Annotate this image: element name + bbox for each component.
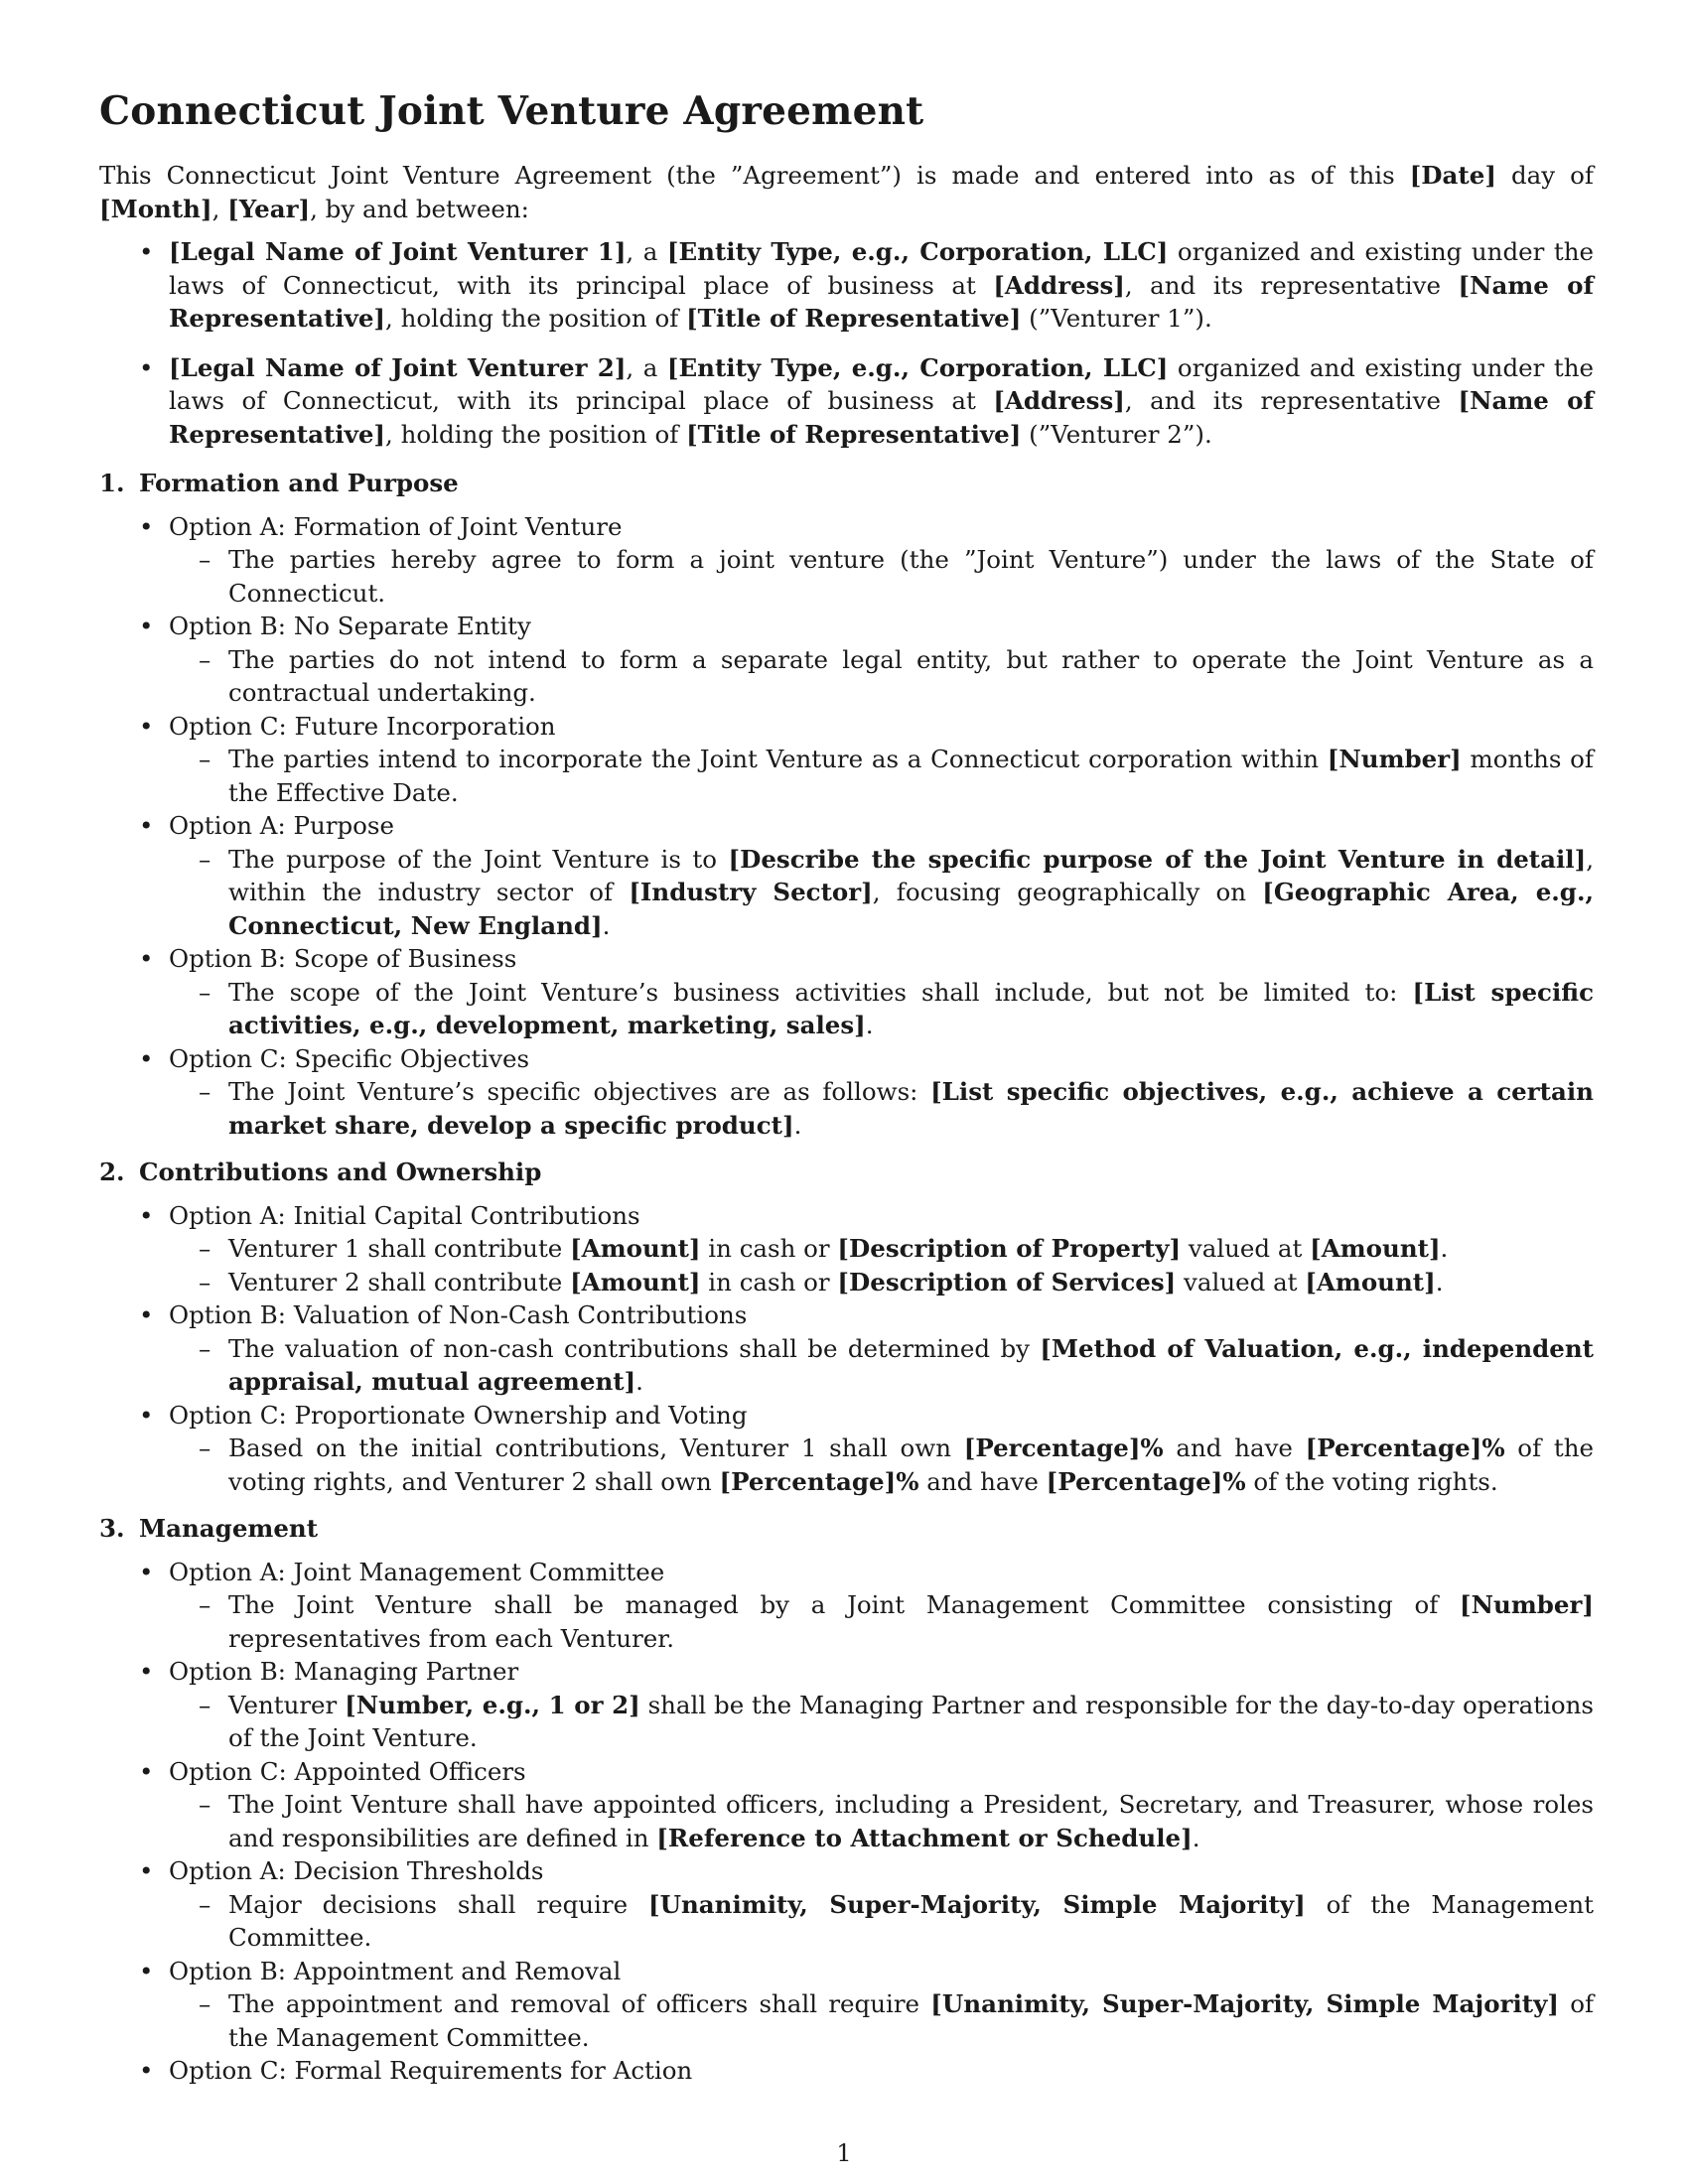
- intro-paragraph: [99, 159, 1594, 225]
- detail-text: .: [1192, 1823, 1200, 1852]
- intro-text: ,: [211, 194, 228, 223]
- option-detail: [169, 1332, 1594, 1399]
- option-label: Option B: Appointment and Removal: [169, 1956, 622, 1985]
- option-details: [169, 976, 1594, 1042]
- placeholder: [Unanimity, Super-Majority, Simple Majority]: [930, 1989, 1559, 2018]
- party-name: [Legal Name of Joint Venturer 2]: [169, 352, 627, 382]
- detail-text: .: [865, 1011, 874, 1039]
- option-details: [169, 543, 1594, 610]
- placeholder: [Reference to Attachment or Schedule]: [656, 1823, 1193, 1852]
- party-item: [99, 235, 1594, 336]
- detail-text: The Joint Venture shall have appointed officers, including a President, Secretary, and Treasurer, whose roles and responsibilities are defined in: [228, 1790, 1594, 1852]
- option-item: [99, 809, 1594, 942]
- option-label: Option A: Initial Capital Contributions: [169, 1200, 640, 1230]
- option-detail: [169, 1075, 1594, 1142]
- party-text: (”Venturer 1”).: [1021, 304, 1212, 333]
- party-text: organized and existing under the laws of Connecticut, with its principal place of business at: [169, 352, 1594, 415]
- option-label: Option A: Purpose: [169, 811, 394, 840]
- placeholder: [Amount]: [570, 1267, 701, 1297]
- detail-text: The purpose of the Joint Venture is to: [228, 844, 729, 874]
- intro-text: , by and between:: [310, 194, 529, 223]
- option-details: [169, 1987, 1594, 2054]
- option-item: [99, 1399, 1594, 1499]
- detail-text: The Joint Venture’s specific objectives are as follows:: [228, 1077, 931, 1106]
- option-detail: [169, 1689, 1594, 1755]
- date-placeholder: [Date]: [1409, 161, 1496, 190]
- intro-text: day of: [1495, 161, 1595, 190]
- option-item: [99, 1755, 1594, 1855]
- detail-text: Venturer 2 shall contribute: [228, 1267, 571, 1297]
- placeholder: [Amount]: [1305, 1267, 1436, 1297]
- option-item: [99, 1199, 1594, 1299]
- party-text: , holding the position of: [385, 304, 687, 333]
- option-label: Option B: Valuation of Non-Cash Contributions: [169, 1300, 748, 1329]
- option-details: [169, 1588, 1594, 1655]
- option-details: [169, 1689, 1594, 1755]
- placeholder: [Industry Sector]: [629, 878, 873, 906]
- option-details: [169, 743, 1594, 809]
- option-detail: [169, 1232, 1594, 1266]
- option-detail: [169, 1788, 1594, 1854]
- option-item: [99, 510, 1594, 611]
- placeholder: [Geographic Area, e.g., Connecticut, New England]: [228, 878, 1595, 940]
- address-placeholder: [Address]: [993, 270, 1125, 300]
- option-detail: [169, 976, 1594, 1042]
- party-name: [Legal Name of Joint Venturer 1]: [169, 237, 627, 266]
- placeholder: [Number, e.g., 1 or 2]: [345, 1690, 640, 1719]
- detail-text: The parties do not intend to form a separate legal entity, but rather to operate the Joint Venture as a contractual undertaking.: [228, 644, 1594, 707]
- placeholder: [Percentage]%: [719, 1466, 919, 1496]
- option-details: [169, 643, 1594, 710]
- detail-text: of the voting rights.: [1245, 1466, 1498, 1496]
- option-item: [99, 1042, 1594, 1143]
- placeholder: [List specific activities, e.g., development, marketing, sales]: [228, 977, 1594, 1039]
- entity-type-placeholder: [Entity Type, e.g., Corporation, LLC]: [666, 237, 1169, 266]
- detail-text: The parties hereby agree to form a joint venture (the ”Joint Venture”) under the laws of the State of Connecticut.: [228, 545, 1594, 608]
- option-label: Option A: Decision Thresholds: [169, 1856, 544, 1885]
- section-title: Formation and Purpose: [139, 469, 459, 497]
- option-detail: [169, 1987, 1594, 2054]
- option-label: Option C: Future Incorporation: [169, 711, 556, 741]
- entity-type-placeholder: [Entity Type, e.g., Corporation, LLC]: [666, 352, 1169, 382]
- representative-title-placeholder: [Title of Representative]: [686, 419, 1022, 449]
- detail-text: Venturer 1 shall contribute: [228, 1234, 571, 1263]
- detail-text: Based on the initial contributions, Venturer 1 shall own: [228, 1433, 964, 1462]
- section-title: Management: [139, 1514, 319, 1543]
- detail-text: of the Management Committee.: [228, 1889, 1594, 1952]
- option-item: [99, 1854, 1594, 1955]
- placeholder: [Description of Services]: [837, 1267, 1177, 1297]
- option-label: Option B: Scope of Business: [169, 944, 517, 973]
- section-number: 1.: [99, 469, 125, 497]
- option-label: Option B: No Separate Entity: [169, 612, 531, 640]
- party-text: , and its representative: [1124, 270, 1459, 300]
- detail-text: The valuation of non-cash contributions shall be determined by: [228, 1333, 1041, 1363]
- party-text: organized and existing under the laws of Connecticut, with its principal place of business at: [169, 237, 1594, 300]
- intro-text: This Connecticut Joint Venture Agreement (the ”Agreement”) is made and entered into as of this: [99, 161, 1410, 190]
- detail-text: Venturer: [228, 1690, 346, 1719]
- option-details: [169, 1888, 1594, 1955]
- section-title: Contributions and Ownership: [139, 1158, 542, 1186]
- detail-text: The scope of the Joint Venture’s business activities shall include, but not be limited to:: [228, 977, 1413, 1007]
- party-item: [99, 351, 1594, 452]
- detail-text: of the voting rights, and Venturer 2 shall own: [228, 1433, 1594, 1496]
- option-list: [99, 1199, 1594, 1499]
- option-details: [169, 1432, 1594, 1498]
- representative-placeholder: [Name of Representative]: [169, 270, 1594, 333]
- option-details: [169, 1788, 1594, 1854]
- detail-text: .: [1435, 1267, 1444, 1297]
- placeholder: [Unanimity, Super-Majority, Simple Majority]: [648, 1889, 1306, 1919]
- detail-text: .: [602, 910, 611, 940]
- placeholder: [Amount]: [570, 1234, 701, 1263]
- option-item: [99, 1556, 1594, 1656]
- option-label: Option A: Joint Management Committee: [169, 1557, 665, 1586]
- option-item: [99, 942, 1594, 1042]
- option-details: [169, 843, 1594, 943]
- option-detail: [169, 543, 1594, 610]
- option-item: [99, 1655, 1594, 1755]
- detail-text: in cash or: [700, 1234, 838, 1263]
- placeholder: [Percentage]%: [963, 1433, 1164, 1462]
- option-detail: [169, 1588, 1594, 1655]
- option-label: Option A: Formation of Joint Venture: [169, 511, 623, 541]
- section-heading: [99, 1156, 1594, 1189]
- placeholder: [Percentage]%: [1305, 1433, 1505, 1462]
- option-detail: [169, 843, 1594, 943]
- section-heading: [99, 1512, 1594, 1546]
- placeholder: [Percentage]%: [1046, 1466, 1246, 1496]
- placeholder: [List specific objectives, e.g., achieve a certain market share, develop a specific product]: [228, 1077, 1594, 1140]
- option-item: [99, 610, 1594, 710]
- party-text: , a: [626, 352, 667, 382]
- option-label: Option C: Specific Objectives: [169, 1043, 530, 1073]
- option-detail: [169, 743, 1594, 809]
- detail-text: of the Management Committee.: [228, 1989, 1595, 2052]
- option-item: [99, 710, 1594, 810]
- representative-title-placeholder: [Title of Representative]: [686, 304, 1022, 333]
- document-page: [99, 87, 1594, 2102]
- option-detail: [169, 1432, 1594, 1498]
- option-item: [99, 1955, 1594, 2055]
- detail-text: , within the industry sector of: [228, 844, 1595, 906]
- detail-text: .: [635, 1367, 643, 1396]
- option-details: [169, 1075, 1594, 1142]
- option-item: [99, 1298, 1594, 1399]
- placeholder: [Number]: [1460, 1590, 1594, 1619]
- option-label: Option C: Proportionate Ownership and Voting: [169, 1400, 748, 1430]
- option-details: [169, 1332, 1594, 1399]
- option-list: [99, 510, 1594, 1143]
- option-label: Option B: Managing Partner: [169, 1657, 519, 1686]
- detail-text: valued at: [1181, 1234, 1311, 1263]
- detail-text: The appointment and removal of officers shall require: [228, 1989, 931, 2018]
- placeholder: [Amount]: [1310, 1234, 1441, 1263]
- option-list: [99, 1556, 1594, 2088]
- option-detail: [169, 643, 1594, 710]
- year-placeholder: [Year]: [227, 194, 311, 223]
- option-label: Option C: Appointed Officers: [169, 1756, 526, 1786]
- detail-text: and have: [918, 1466, 1047, 1496]
- section-number: 3.: [99, 1514, 125, 1543]
- section-heading: [99, 467, 1594, 500]
- detail-text: .: [1440, 1234, 1449, 1263]
- month-placeholder: [Month]: [99, 194, 212, 223]
- detail-text: Major decisions shall require: [228, 1889, 649, 1919]
- detail-text: shall be the Managing Partner and responsible for the day-to-day operations of the Joint Venture.: [228, 1690, 1595, 1752]
- detail-text: , focusing geographically on: [872, 878, 1263, 906]
- parties-list: [99, 235, 1594, 451]
- option-detail: [169, 1266, 1594, 1299]
- party-text: (”Venturer 2”).: [1021, 419, 1212, 449]
- placeholder: [Describe the specific purpose of the Joint Venture in detail]: [728, 844, 1587, 874]
- address-placeholder: [Address]: [993, 386, 1125, 415]
- document-title: Connecticut Joint Venture Agreement: [99, 88, 924, 134]
- detail-text: and have: [1163, 1433, 1306, 1462]
- party-text: , and its representative: [1124, 386, 1459, 415]
- representative-placeholder: [Name of Representative]: [169, 386, 1594, 449]
- placeholder: [Number]: [1327, 745, 1462, 773]
- placeholder: [Description of Property]: [837, 1234, 1182, 1263]
- detail-text: .: [793, 1110, 802, 1140]
- option-detail: [169, 1888, 1594, 1955]
- detail-text: months of the Effective Date.: [228, 745, 1594, 807]
- option-label: Option C: Formal Requirements for Action: [169, 2056, 693, 2085]
- section-number: 2.: [99, 1158, 125, 1186]
- party-text: , a: [626, 237, 667, 266]
- detail-text: The parties intend to incorporate the Joint Venture as a Connecticut corporation within: [228, 745, 1328, 773]
- detail-text: The Joint Venture shall be managed by a Joint Management Committee consisting of: [228, 1590, 1461, 1619]
- option-item: [99, 2054, 1594, 2088]
- option-details: [169, 1232, 1594, 1298]
- placeholder: [Method of Valuation, e.g., independent appraisal, mutual agreement]: [228, 1333, 1594, 1396]
- party-text: , holding the position of: [385, 419, 687, 449]
- page-number: 1: [836, 2139, 852, 2167]
- detail-text: representatives from each Venturer.: [228, 1623, 675, 1653]
- detail-text: valued at: [1176, 1267, 1306, 1297]
- detail-text: in cash or: [700, 1267, 838, 1297]
